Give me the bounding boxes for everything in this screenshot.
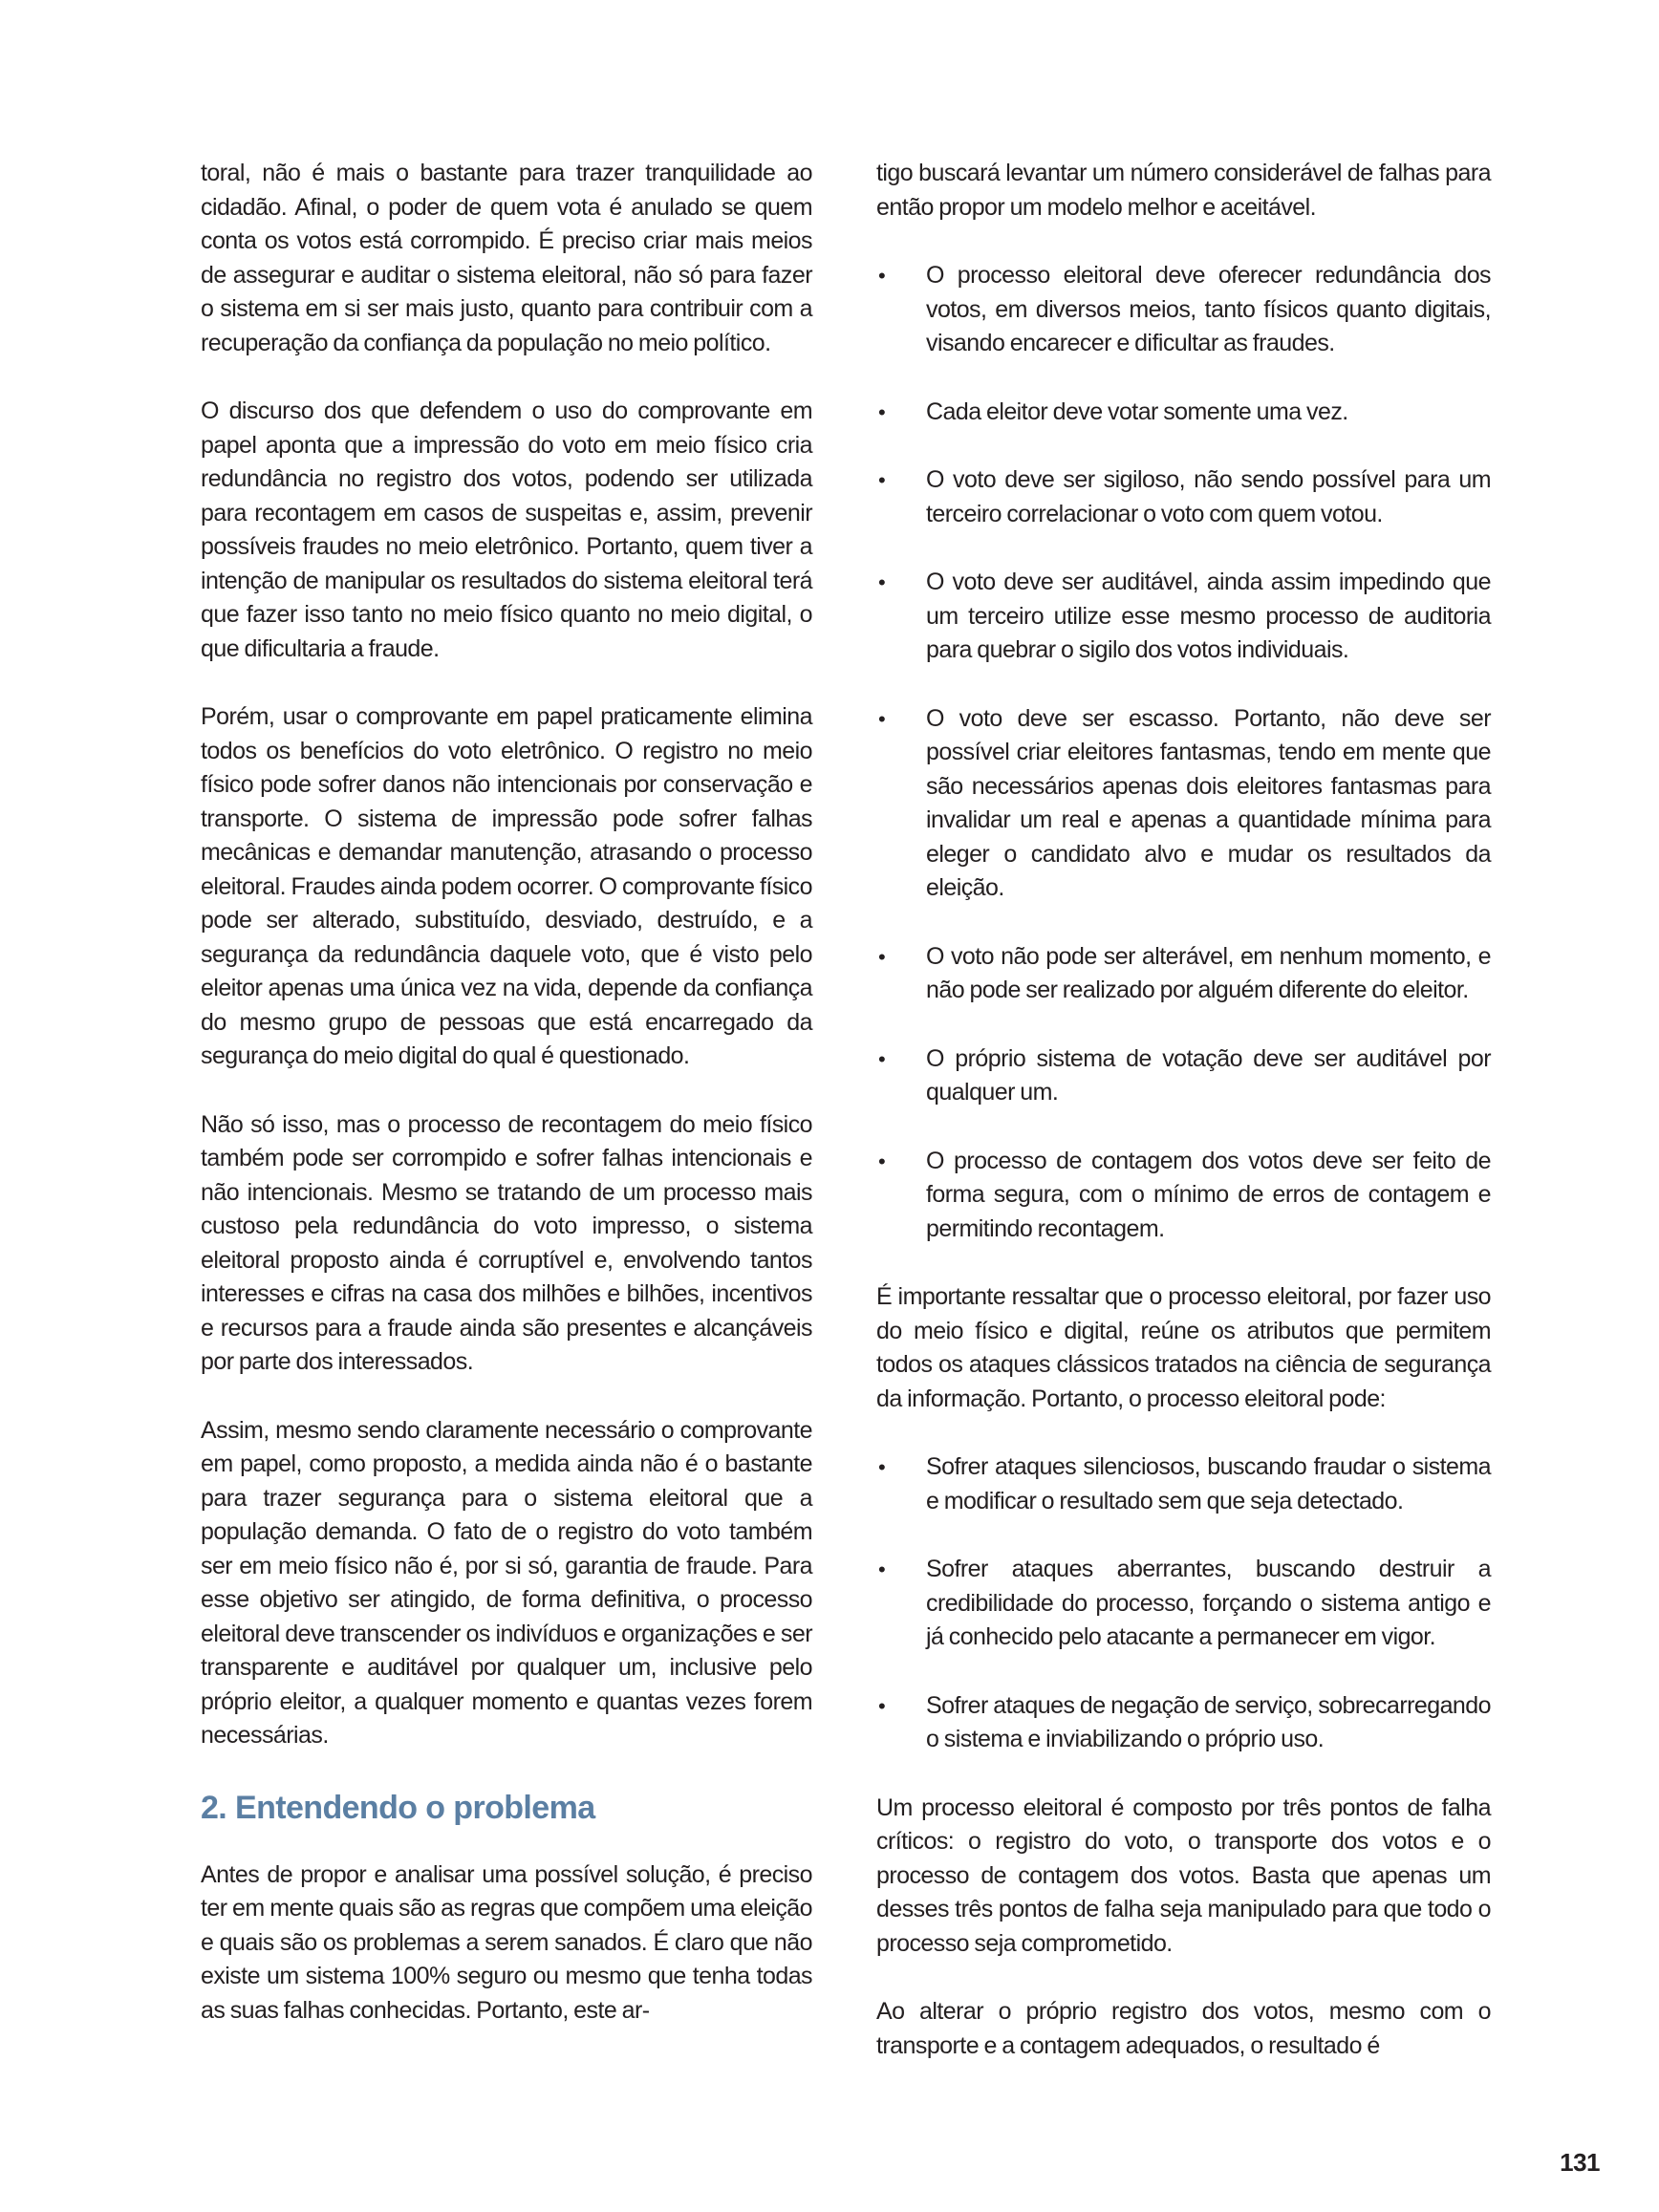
bullet-icon: • [878, 399, 886, 424]
bullet-icon: • [878, 1149, 886, 1173]
bullet-icon: • [878, 1557, 886, 1581]
list-item-text: O voto deve ser auditável, ainda assim impedindo que um terceiro utilize esse mesmo processo de auditoria para quebrar o sigilo dos votos individuais. [926, 569, 1491, 663]
list-item [876, 396, 1491, 430]
body-paragraph: É importante ressaltar que o processo eleitoral, por fazer uso do meio físico e digital, reúne os atributos que permitem todos os ataques clássicos tratados na ciência de segurança da informação. Portanto, o processo eleitoral pode: [876, 1283, 1491, 1412]
body-paragraph: O discurso dos que defendem o uso do comprovante em papel aponta que a impressão do voto em meio físico cria redundância no registro dos votos, podendo ser utilizada para recontagem em casos de suspeitas e, assim, prevenir possíveis fraudes no meio eletrônico. Portanto, quem tiver a intenção de manipular os resultados do sistema eleitoral terá que fazer isso tanto no meio físico quanto no meio digital, o que dificultaria a fraude. [201, 397, 812, 662]
body-paragraph: Um processo eleitoral é composto por três pontos de falha críticos: o registro do voto, o transporte dos votos e o processo de contagem dos votos. Basta que apenas um desses três pontos de falha seja manipulado para que todo o processo seja comprometido. [876, 1793, 1491, 1957]
body-paragraph: tigo buscará levantar um número considerável de falhas para então propor um modelo melhor e aceitável. [876, 160, 1491, 221]
page-number: 131 [1560, 2148, 1600, 2177]
list-item [876, 1689, 1491, 1757]
list-item [876, 463, 1491, 531]
attacks-list [876, 1450, 1491, 1757]
list-item [876, 940, 1491, 1008]
list-item [876, 1145, 1491, 1247]
body-paragraph: Não só isso, mas o processo de recontagem do meio físico também pode ser corrompido e sofrer falhas intencionais e não intencionais. Mesmo se tratando de um processo mais custoso pela redundância do voto impresso, o sistema eleitoral proposto ainda é corruptível e, envolvendo tantos interesses e cifras na casa dos milhões e bilhões, incentivos e recursos para a fraude ainda são presentes e alcançáveis por parte dos interessados. [201, 1110, 812, 1375]
body-paragraph: toral, não é mais o bastante para trazer tranquilidade ao cidadão. Afinal, o poder de quem vota é anulado se quem conta os votos está corrompido. É preciso criar mais meios de assegurar e auditar o sistema eleitoral, não só para fazer o sistema em si ser mais justo, quanto para contribuir com a recuperação da confiança da população no meio político. [201, 160, 812, 356]
bullet-icon: • [878, 1455, 886, 1479]
list-item-text: O processo eleitoral deve oferecer redundância dos votos, em diversos meios, tanto físicos quanto digitais, visando encarecer e dificultar as fraudes. [926, 262, 1491, 356]
bullet-icon: • [878, 944, 886, 969]
bullet-icon: • [878, 1693, 886, 1718]
bullet-icon: • [878, 570, 886, 594]
list-item [876, 1042, 1491, 1110]
left-column [201, 157, 812, 2062]
list-item-text: O voto deve ser escasso. Portanto, não deve ser possível criar eleitores fantasmas, tendo em mente que são necessários apenas dois eleitores fantasmas para invalidar um real e apenas a quantidade mínima para eleger o candidato alvo e mudar os resultados da eleição. [926, 704, 1491, 901]
list-item [876, 702, 1491, 906]
list-item-text: O voto não pode ser alterável, em nenhum momento, e não pode ser realizado por alguém diferente do eleitor. [926, 942, 1491, 1003]
list-item [876, 1553, 1491, 1655]
body-paragraph: Assim, mesmo sendo claramente necessário o comprovante em papel, como proposto, a medida ainda não é o bastante para trazer segurança para o sistema eleitoral que a população demanda. O fato de o registro do voto também ser em meio físico não é, por si só, garantia de fraude. Para esse objetivo ser atingido, de forma definitiva, o processo eleitoral deve transcender os indivíduos e organizações e ser transparente e auditável por qualquer um, inclusive pelo próprio eleitor, a qualquer momento e quantas vezes forem necessárias. [201, 1416, 812, 1749]
body-paragraph: Ao alterar o próprio registro dos votos, mesmo com o transporte e a contagem adequados, o resultado é [876, 1998, 1491, 2059]
list-item-text: Cada eleitor deve votar somente uma vez. [926, 397, 1348, 425]
list-item-text: Sofrer ataques de negação de serviço, sobrecarregando o sistema e inviabilizando o próprio uso. [926, 1691, 1491, 1752]
body-paragraph: Antes de propor e analisar uma possível solução, é preciso ter em mente quais são as regras que compõem uma eleição e quais são os problemas a serem sanados. É claro que não existe um sistema 100% seguro ou mesmo que tenha todas as suas falhas conhecidas. Portanto, este ar- [201, 1860, 812, 2024]
list-item [876, 259, 1491, 361]
list-item-text: Sofrer ataques aberrantes, buscando destruir a credibilidade do processo, forçando o sistema antigo e já conhecido pelo atacante a permanecer em vigor. [926, 1556, 1491, 1650]
requirements-list [876, 259, 1491, 1246]
list-item-text: Sofrer ataques silenciosos, buscando fraudar o sistema e modificar o resultado sem que seja detectado. [926, 1453, 1491, 1514]
bullet-icon: • [878, 468, 886, 492]
bullet-icon: • [878, 1046, 886, 1071]
bullet-icon: • [878, 264, 886, 288]
list-item-text: O processo de contagem dos votos deve ser feito de forma segura, com o mínimo de erros de contagem e permitindo recontagem. [926, 1147, 1491, 1242]
section-heading: 2. Entendendo o problema [201, 1789, 595, 1826]
list-item-text: O próprio sistema de votação deve ser auditável por qualquer um. [926, 1044, 1491, 1106]
list-item [876, 1450, 1491, 1518]
right-column [876, 157, 1491, 2097]
list-item [876, 566, 1491, 668]
body-paragraph: Porém, usar o comprovante em papel praticamente elimina todos os benefícios do voto eletrônico. O registro no meio físico pode sofrer danos não intencionais por conservação e transporte. O sistema de impressão pode sofrer falhas mecânicas e demandar manutenção, atrasando o processo eleitoral. Fraudes ainda podem ocorrer. O comprovante físico pode ser alterado, substituído, desviado, destruído, e a segurança da redundância daquele voto, que é visto pelo eleitor apenas uma única vez na vida, depende da confiança do mesmo grupo de pessoas que está encarregado da segurança do meio digital do qual é questionado. [201, 703, 812, 1069]
bullet-icon: • [878, 706, 886, 731]
list-item-text: O voto deve ser sigiloso, não sendo possível para um terceiro correlacionar o voto com quem votou. [926, 466, 1491, 527]
